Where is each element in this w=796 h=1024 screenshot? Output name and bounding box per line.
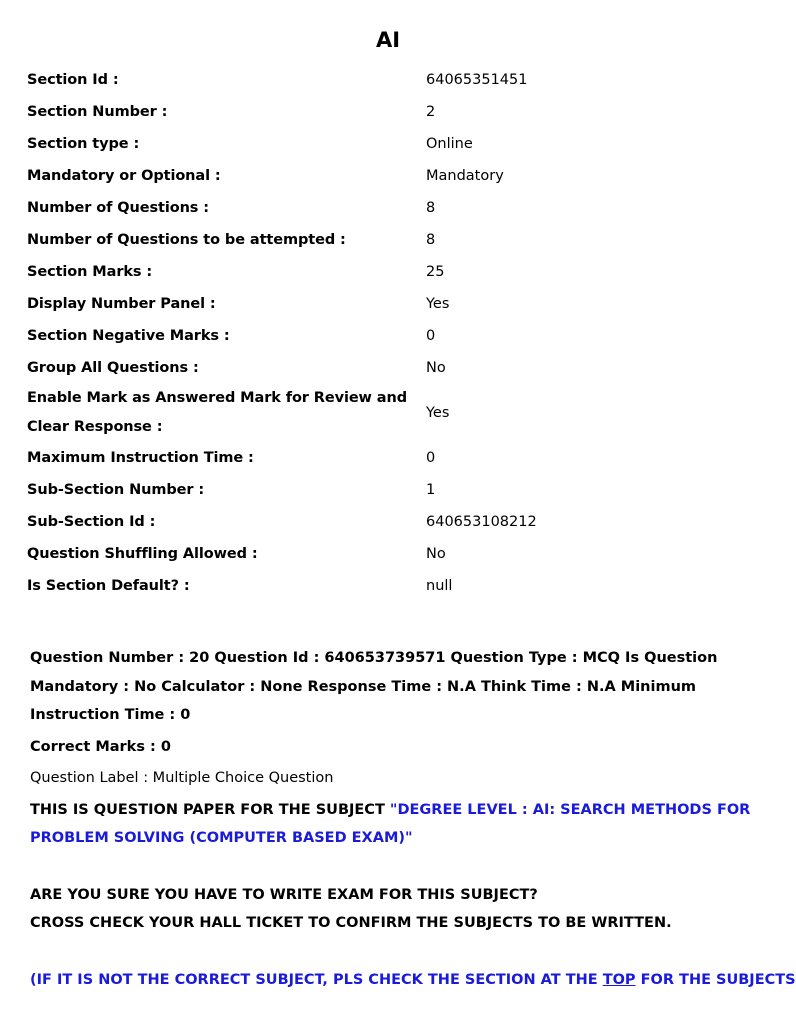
- display-number-panel-value: Yes: [426, 295, 450, 312]
- section-row: [27, 192, 747, 224]
- question-shuffling-label: Question Shuffling Allowed :: [27, 545, 258, 562]
- group-all-questions-value: No: [426, 359, 446, 376]
- questions-to-attempt-value: 8: [426, 231, 436, 248]
- question-meta: Question Number : 20 Question Id : 640653739571 Question Type : MCQ Is Question Mandatory : No Calculator : None Response Time : N.A Think Time : N.A Minimum Instruction Time : 0: [30, 650, 718, 723]
- display-number-panel-label: Display Number Panel :: [27, 295, 216, 312]
- section-row: [27, 160, 747, 192]
- section-row: [27, 474, 747, 506]
- section-row: [27, 570, 747, 602]
- sub-section-number-label: Sub-Section Number :: [27, 481, 205, 498]
- section-row: [27, 96, 747, 128]
- section-row: [27, 538, 747, 570]
- section-row: [27, 442, 747, 474]
- section-row: [27, 384, 747, 442]
- is-section-default-label: Is Section Default? :: [27, 577, 190, 594]
- section-type-value: Online: [426, 135, 473, 152]
- section-number-label: Section Number :: [27, 103, 168, 120]
- group-all-questions-label: Group All Questions :: [27, 359, 199, 376]
- questions-to-attempt-label: Number of Questions to be attempted :: [27, 231, 346, 248]
- section-type-label: Section type :: [27, 135, 140, 152]
- mandatory-or-optional-value: Mandatory: [426, 167, 504, 184]
- section-negative-marks-value: 0: [426, 327, 436, 344]
- section-row: [27, 506, 747, 538]
- is-section-default-value: null: [426, 577, 453, 594]
- question-block: [30, 644, 796, 994]
- number-of-questions-value: 8: [426, 199, 436, 216]
- warning-prefix: (IF IT IS NOT THE CORRECT SUBJECT, PLS CHECK THE SECTION AT THE: [30, 971, 603, 988]
- sub-section-number-value: 1: [426, 481, 436, 498]
- section-row: [27, 320, 747, 352]
- section-number-value: 2: [426, 103, 436, 120]
- correct-marks: Correct Marks : 0: [30, 738, 171, 755]
- warning-suffix: FOR THE SUBJECTS: [635, 971, 796, 988]
- section-row: [27, 224, 747, 256]
- warning-line: [30, 966, 796, 995]
- section-row: [27, 64, 747, 96]
- section-row: [27, 256, 747, 288]
- number-of-questions-label: Number of Questions :: [27, 199, 209, 216]
- top-link[interactable]: TOP: [602, 971, 636, 988]
- page-title: AI: [375, 28, 401, 52]
- mandatory-or-optional-label: Mandatory or Optional :: [27, 167, 221, 184]
- sub-section-id-value: 640653108212: [426, 513, 537, 530]
- section-marks-value: 25: [426, 263, 445, 280]
- section-id-label: Section Id :: [27, 71, 119, 88]
- max-instruction-time-value: 0: [426, 449, 436, 466]
- section-row: [27, 352, 747, 384]
- confirm-line-2: CROSS CHECK YOUR HALL TICKET TO CONFIRM THE SUBJECTS TO BE WRITTEN.: [30, 915, 672, 931]
- section-marks-label: Section Marks :: [27, 263, 153, 280]
- enable-mark-answered-value: Yes: [426, 404, 450, 421]
- subject-prefix: THIS IS QUESTION PAPER FOR THE SUBJECT: [30, 801, 390, 818]
- confirm-block: [30, 881, 760, 938]
- sub-section-id-label: Sub-Section Id :: [27, 513, 156, 530]
- section-row: [27, 288, 747, 320]
- section-details-table: [27, 64, 747, 602]
- question-shuffling-value: No: [426, 545, 446, 562]
- section-id-value: 64065351451: [426, 71, 528, 88]
- confirm-line-1: ARE YOU SURE YOU HAVE TO WRITE EXAM FOR THIS SUBJECT?: [30, 886, 538, 903]
- question-label: Question Label : Multiple Choice Question: [30, 770, 334, 786]
- subject-name: "DEGREE LEVEL : AI: SEARCH METHODS FOR PROBLEM SOLVING (COMPUTER BASED EXAM)": [30, 801, 751, 846]
- section-row: [27, 128, 747, 160]
- max-instruction-time-label: Maximum Instruction Time :: [27, 449, 254, 466]
- enable-mark-answered-label: Enable Mark as Answered Mark for Review and Clear Response :: [27, 390, 407, 435]
- section-negative-marks-label: Section Negative Marks :: [27, 327, 230, 344]
- subject-line: [30, 796, 760, 853]
